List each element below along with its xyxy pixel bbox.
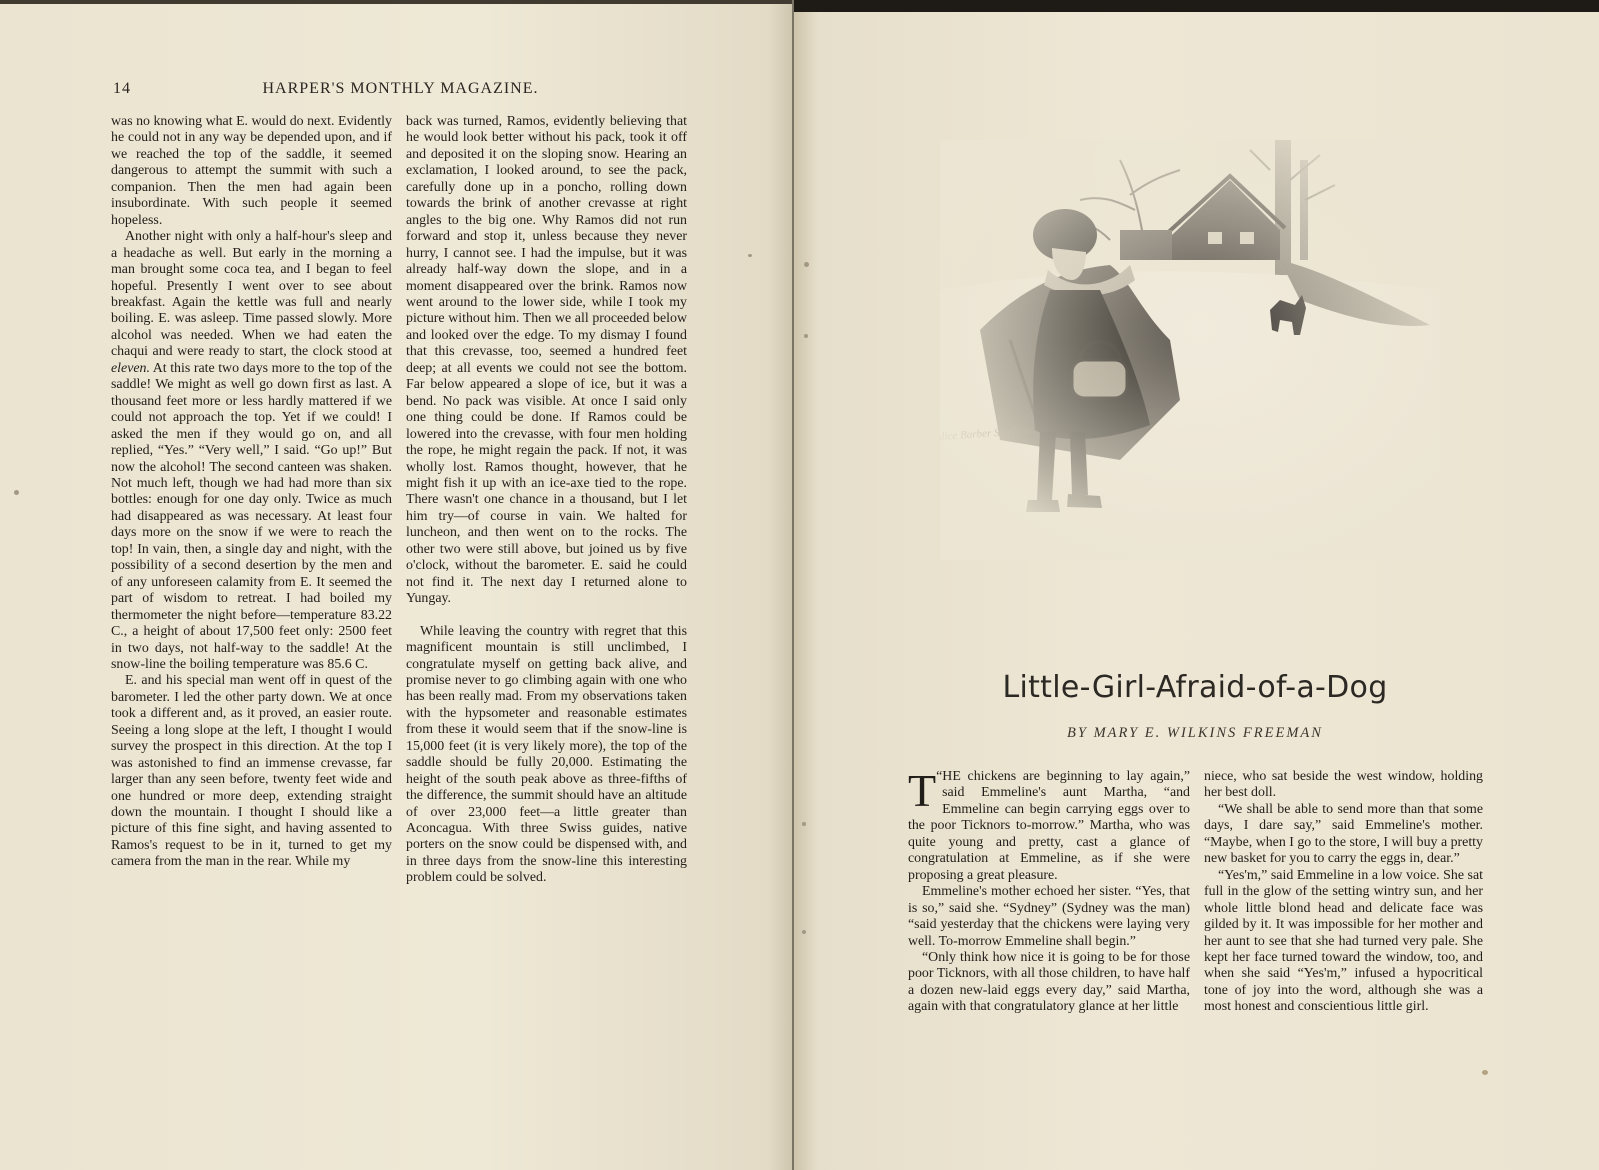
left-page	[0, 0, 792, 1170]
paper-speck	[804, 334, 808, 338]
running-head	[113, 80, 688, 102]
text-run: At this rate two days more to the top of the saddle! We might as well go down first as last. A thousand feet more or less hardly mattered if we could not approach the top. Yet if we could! I asked the men if they would go on, and all replied, “Yes.” “Very well,” I said. “Go up!” But now the alcohol! The second canteen was shaken. Not much left, though we had had more than six bottles: enough for one day only. Twice as much had disappeared as was necessary. At least four days more on the snow if we were to reach the top! In vain, then, a single day and night, with the possibility of a second desertion by the men and of any unforeseen calamity from E. It seemed the part of wisdom to retreat. I had boiled my thermometer the night before—temperature 83.22 C., a height of about 17,500 feet only: 2500 feet in two days, not half-way to the saddle! At the snow-line the boiling temperature was 85.6 C.	[111, 360, 392, 672]
paragraph: Emmeline's mother echoed her sister. “Yes, that is so,” said she. “Sydney” (Sydney was the man) “said yesterday that the chickens were laying very well. To-morrow Emmeline shall begin.”	[908, 884, 1190, 949]
byline: BY MARY E. WILKINS FREEMAN	[1067, 725, 1323, 741]
paper-speck	[14, 490, 19, 495]
text-run: HE chickens are beginning to lay again,” said Emmeline's aunt Martha, “and Emmeline can begin carrying eggs over to the poor Ticknors to-morrow.” Martha, who was quite young and pretty, cast a glance of congratulation at Emmeline, as if she were proposing a great pleasure.	[908, 769, 1190, 883]
right-page	[794, 0, 1599, 1170]
story-column-2	[1204, 769, 1483, 1016]
magazine-title: HARPER'S MONTHLY MAGAZINE.	[262, 80, 539, 97]
paper-speck	[802, 822, 806, 826]
paper-speck	[804, 262, 809, 267]
opening-quote: “	[936, 769, 943, 784]
paragraph: “Yes'm,” said Emmeline in a low voice. She sat full in the glow of the setting wintry sun, and her whole little blond head and delicate face was gilded by it. It was impossible for her mother and her aunt to see that she had turned very pale. She kept her face turned toward the window, too, and when she said “Yes'm,” infused a hypocritical tone of joy into the word, although she was a most honest and conscientious little girl.	[1204, 867, 1483, 1015]
paper-speck	[1482, 1070, 1488, 1075]
page-number: 14	[113, 80, 131, 97]
story-illustration	[940, 140, 1460, 560]
paper-speck	[802, 930, 806, 934]
paragraph	[111, 229, 392, 673]
story-title: Little-Girl-Afraid-of-a-Dog	[1002, 670, 1388, 705]
paragraph	[908, 765, 1190, 884]
paragraph: While leaving the country with regret that this magnificent mountain is still unclimbed, I congratulate myself on getting back alive, and promise never to go climbing again with one who has been really mad. From my observations taken with the hypsometer and reasonable estimates from these it would seem that if the snow-line is 15,000 feet (it is very likely more), the top of the saddle should be fully 20,000. Estimating the height of the south peak above as three-fifths of the difference, the summit should have an altitude of over 23,000 feet—a little greater than Aconcagua. With three Swiss guides, native porters on the snow could be dispensed with, and in three days from the snow-line this interesting problem could be solved.	[406, 623, 687, 886]
story-column-1	[908, 765, 1190, 1016]
text-column-2	[406, 114, 687, 887]
paragraph: niece, who sat beside the west window, holding her best doll.	[1204, 769, 1483, 801]
paper-speck	[748, 254, 752, 257]
paragraph: “We shall be able to send more than that some days, I dare say,” said Emmeline's mother. “Maybe, when I go to the store, I will buy a pretty new basket for you to carry the eggs in, dear.”	[1204, 801, 1483, 867]
paragraph: was no knowing what E. would do next. Evidently he could not in any way be depended upon, and if we reached the top of the saddle, it seemed dangerous to attempt the summit with such a companion. Then the men had again been insubordinate. With such people it seemed hopeless.	[111, 114, 392, 228]
paragraph: E. and his special man went off in quest of the barometer. I led the other party down. We at once took a different and, as it proved, an easier route. Seeing a long slope at the left, I thought I would survey the prospect in this direction. At the top I was astonished to find an immense crevasse, far larger than any seen before, twenty feet wide and one hundred or more deep, extending straight down the mountain. I thought I should like a picture of this fine sight, and having assented to Ramos's request to be in it, turned to get my camera from the man in the rear. While my	[111, 673, 392, 870]
drop-cap: T	[908, 765, 937, 816]
text-column-1	[111, 114, 392, 871]
italic-text: eleven.	[111, 360, 150, 376]
paragraph: “Only think how nice it is going to be for those poor Ticknors, with all those children, to have half a dozen new-laid eggs every day,” said Martha, again with that congratulatory glance at her little	[908, 949, 1190, 1015]
text-run: Another night with only a half-hour's sleep and a headache as well. But early in the morning a man brought some coca tea, and I began to feel hopeful. Presently I went over to see about breakfast. Again the kettle was full and nearly boiling. E. was asleep. Time passed slowly. More alcohol was needed. When we had eaten the chaqui and were ready to start, the clock stood at	[111, 229, 392, 360]
page-edge	[0, 0, 792, 4]
paragraph: back was turned, Ramos, evidently believing that he would look better without his pack, took it off and deposited it on the sloping snow. Hearing an exclamation, I looked around, to see the pack, carefully done up in a poncho, rolling down towards the brink of another crevasse at right angles to the big one. Why Ramos did not run forward and stop it, unless because they never hurry, I cannot see. I had the impulse, but it was already half-way down the slope, and in a moment disappeared over the brink. Ramos now went around to the lower side, while I took my picture without him. Then we all proceeded below and looked over the edge. To my dismay I found that this crevasse, too, seemed a hundred feet deep; at all events we could not see the bottom. Far below appeared a slope of ice, but it was a bend. No pack was visible. At once I said only one thing could be done. If Ramos could be lowered into the crevasse, with four men holding the rope, he might regain the pack. If not, it was wholly lost. Ramos thought, however, that he might fish it up with an ice-axe tied to the rope. There wasn't one chance in a thousand, but I let him try—of course in vain. We halted for luncheon, and then went on to the rocks. The other two were still above, but joined us by five o'clock, without the barometer. E. said he could not find it. The next day I returned alone to Yungay.	[406, 114, 687, 607]
